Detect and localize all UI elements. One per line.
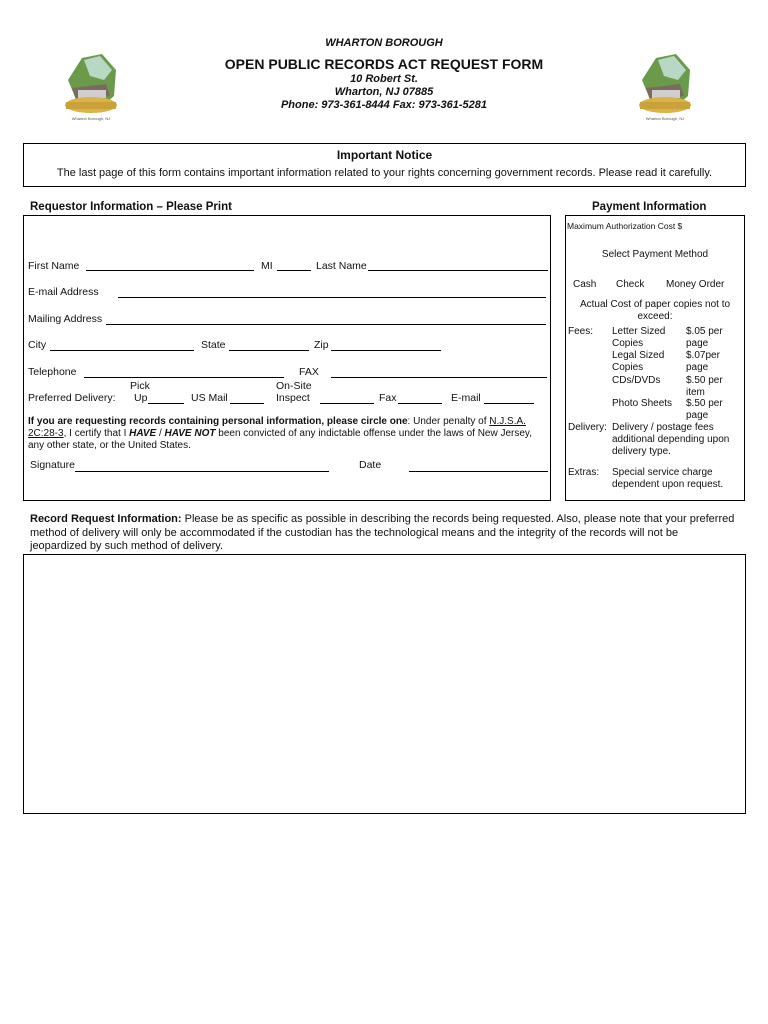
state-field[interactable]	[229, 350, 309, 351]
max-authorization-cost: Maximum Authorization Cost $	[567, 221, 683, 231]
logo-caption-right: Wharton Borough, NJ	[645, 116, 685, 121]
delivery-fee-label: Delivery:	[568, 422, 607, 433]
last-name-field[interactable]	[368, 270, 548, 271]
delivery-fee-text: Delivery / postage fees additional depending upon delivery type.	[612, 422, 730, 457]
have-not-option[interactable]: HAVE NOT	[164, 428, 216, 439]
page-title: OPEN PUBLIC RECORDS ACT REQUEST FORM	[224, 56, 544, 72]
last-name-label: Last Name	[316, 260, 367, 272]
payment-info-box	[565, 215, 745, 501]
have-option[interactable]: HAVE	[129, 428, 157, 439]
city-label: City	[28, 339, 47, 351]
first-name-field[interactable]	[86, 270, 254, 271]
fee-item-cds: CDs/DVDs	[612, 375, 661, 386]
delivery-up-label: Up	[134, 392, 148, 404]
mi-field[interactable]	[277, 270, 311, 271]
mailing-address-field[interactable]	[106, 324, 546, 325]
njsa-citation: N.J.S.A.	[489, 416, 526, 427]
delivery-pick-label: Pick	[130, 380, 150, 392]
fee-price-photo: $.50 per page	[686, 398, 723, 421]
logo-caption-left: Wharton Borough, NJ	[71, 116, 111, 121]
extras-label: Extras:	[568, 467, 600, 478]
delivery-usmail-blank[interactable]	[230, 403, 264, 404]
fax-field[interactable]	[331, 377, 547, 378]
fee-price-cds: $.50 per item	[686, 375, 723, 398]
certification-rest: been convicted of any indictable offense under the laws of New Jersey, any other state, or the United States.	[28, 428, 532, 451]
telephone-field[interactable]	[84, 377, 284, 378]
telephone-label: Telephone	[28, 366, 77, 378]
important-notice-box	[23, 143, 746, 187]
notice-text: The last page of this form contains important information related to your rights concerning government records. Please read it carefully.	[56, 167, 713, 179]
payment-heading: Payment Information	[592, 201, 707, 213]
city-field[interactable]	[50, 350, 194, 351]
zip-field[interactable]	[331, 350, 441, 351]
preferred-delivery-label: Preferred Delivery:	[28, 392, 116, 404]
record-request-instructions	[30, 513, 735, 554]
state-label: State	[201, 339, 226, 351]
fees-label: Fees:	[568, 326, 594, 337]
notice-title: Important Notice	[336, 148, 433, 162]
signature-field[interactable]	[75, 471, 329, 472]
header-address-line1: 10 Robert St.	[350, 73, 418, 85]
certification-penalty: : Under penalty of	[407, 416, 490, 427]
requestor-heading: Requestor Information – Please Print	[30, 201, 232, 213]
signature-label: Signature	[30, 459, 75, 471]
record-request-label: Record Request Information:	[30, 513, 182, 525]
delivery-inspect-label: Inspect	[276, 392, 310, 404]
date-label: Date	[359, 459, 382, 471]
mailing-address-label: Mailing Address	[28, 313, 103, 325]
certification-prompt: If you are requesting records containing personal information, please circle one	[28, 416, 408, 427]
borough-name: WHARTON BOROUGH	[325, 37, 443, 49]
delivery-pickup-blank[interactable]	[148, 403, 184, 404]
statute-number: 2C:28-3	[28, 428, 64, 439]
delivery-email-label: E-mail	[451, 392, 481, 404]
have-separator: /	[156, 428, 165, 439]
fee-item-legal: Legal Sized Copies	[612, 350, 665, 373]
record-request-textarea[interactable]	[23, 554, 746, 814]
payment-money-order-option[interactable]: Money Order	[666, 279, 725, 290]
fee-item-photo: Photo Sheets	[612, 398, 673, 409]
extras-text: Special service charge dependent upon request.	[612, 467, 724, 490]
certification-statement	[28, 416, 536, 452]
certification-intro: , I certify that I	[63, 428, 130, 439]
email-field[interactable]	[118, 297, 546, 298]
delivery-fax-blank[interactable]	[398, 403, 442, 404]
first-name-label: First Name	[28, 260, 80, 272]
delivery-onsite-label: On-Site	[276, 380, 312, 392]
delivery-usmail-label: US Mail	[191, 392, 228, 404]
delivery-fax-label: Fax	[379, 392, 397, 404]
header-phone: Phone: 973-361-8444 Fax: 973-361-5281	[280, 99, 488, 111]
date-field[interactable]	[409, 471, 548, 472]
select-payment-method-label: Select Payment Method	[601, 249, 709, 260]
zip-label: Zip	[314, 339, 329, 351]
record-request-text: Please be as specific as possible in describing the records being requested. Also, please note that your preferred method of delivery will only be accommodated if the custodian has the technological means and the integrity of the records will not be jeopardized by such method of delivery.	[30, 513, 735, 552]
fee-item-letter: Letter Sized Copies	[612, 326, 666, 349]
fax-label: FAX	[299, 366, 319, 378]
mi-label: MI	[261, 260, 273, 272]
fee-price-legal: $.07per page	[686, 350, 720, 373]
requestor-info-box	[23, 215, 551, 501]
payment-cash-option[interactable]: Cash	[573, 279, 597, 290]
delivery-email-blank[interactable]	[484, 403, 534, 404]
actual-cost-note: Actual Cost of paper copies not to exceed:	[579, 299, 731, 322]
delivery-inspect-blank[interactable]	[320, 403, 374, 404]
header-address-line2: Wharton, NJ 07885	[334, 86, 434, 98]
payment-check-option[interactable]: Check	[616, 279, 645, 290]
email-label: E-mail Address	[28, 286, 99, 298]
fee-price-letter: $.05 per page	[686, 326, 723, 349]
